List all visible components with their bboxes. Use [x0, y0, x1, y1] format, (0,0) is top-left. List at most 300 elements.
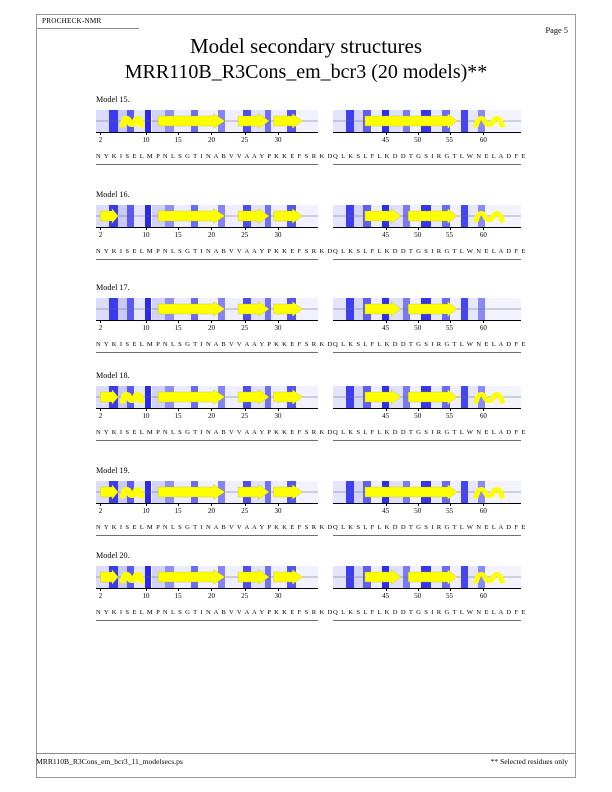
band-segment: [403, 298, 411, 320]
band-segment: [450, 205, 461, 227]
footer-file-label: MRR110B_R3Cons_em_bcr3_11_modelsecs.ps: [36, 757, 183, 766]
band-segment: [442, 386, 450, 408]
axis-tick: [418, 408, 419, 411]
axis-tick: [483, 503, 484, 506]
axis-tick-label: 30: [274, 136, 282, 144]
band-segment: [218, 205, 225, 227]
band-segment: [265, 298, 272, 320]
band-segment: [450, 566, 461, 588]
axis-tick-label: 2: [98, 592, 103, 600]
axis-tick-label: 55: [446, 324, 454, 332]
band-segment: [468, 110, 477, 132]
axis-tick: [483, 408, 484, 411]
band-segment: [191, 481, 198, 503]
band-segment: [410, 566, 421, 588]
band-segment: [165, 110, 174, 132]
band-segment: [333, 110, 346, 132]
band-segment: [134, 386, 145, 408]
axis-tick: [146, 227, 147, 230]
band-segment: [145, 481, 152, 503]
axis-tick-label: 20: [207, 136, 215, 144]
axis-tick-label: 25: [241, 507, 249, 515]
band-segment: [421, 481, 430, 503]
axis-tick-label: 50: [414, 231, 422, 239]
axis-tick: [100, 227, 101, 230]
band-segment: [109, 481, 118, 503]
band-segment: [265, 481, 272, 503]
band-segment: [271, 298, 287, 320]
axis-tick-label: 15: [174, 324, 182, 332]
band-segment: [251, 110, 264, 132]
band-segment: [145, 298, 152, 320]
axis-tick: [100, 588, 101, 591]
sequence-row-right: Q L K S L F L K D D T G S I R G T L W N E L A D F E: [333, 429, 527, 436]
band-segment: [265, 566, 272, 588]
model-label: Model 19.: [96, 466, 130, 475]
residue-axis: [333, 320, 521, 321]
axis-tick: [418, 227, 419, 230]
band-segment: [109, 386, 118, 408]
band-segment: [410, 481, 421, 503]
band-segment: [382, 386, 390, 408]
axis-tick-label: 55: [446, 231, 454, 239]
axis-tick: [178, 408, 179, 411]
axis-tick-label: 10: [142, 324, 150, 332]
axis-tick-label: 45: [382, 592, 390, 600]
residue-property-bands: [96, 205, 318, 227]
residue-property-bands: [333, 205, 521, 227]
band-segment: [287, 566, 296, 588]
axis-tick: [100, 320, 101, 323]
band-segment: [145, 110, 152, 132]
residue-axis: [96, 588, 318, 589]
band-segment: [389, 205, 402, 227]
axis-tick-label: 45: [382, 231, 390, 239]
axis-tick-label: 2: [98, 507, 103, 515]
band-segment: [333, 386, 346, 408]
band-segment: [450, 386, 461, 408]
band-segment: [296, 110, 318, 132]
axis-tick-label: 55: [446, 507, 454, 515]
axis-tick: [211, 132, 212, 135]
model-label: Model 15.: [96, 95, 130, 104]
band-segment: [403, 566, 411, 588]
axis-tick: [278, 503, 279, 506]
axis-tick: [211, 588, 212, 591]
axis-tick: [178, 320, 179, 323]
band-segment: [468, 386, 477, 408]
axis-tick: [245, 132, 246, 135]
axis-tick: [450, 588, 451, 591]
axis-tick-label: 15: [174, 592, 182, 600]
band-segment: [174, 298, 192, 320]
band-segment: [152, 386, 165, 408]
band-segment: [354, 298, 363, 320]
band-segment: [346, 566, 354, 588]
axis-tick-label: 55: [446, 136, 454, 144]
band-segment: [354, 386, 363, 408]
band-segment: [174, 205, 192, 227]
residue-axis: [333, 132, 521, 133]
model-label: Model 16.: [96, 190, 130, 199]
footer-rule: [36, 753, 576, 754]
axis-tick-label: 2: [98, 412, 103, 420]
axis-tick-label: 45: [382, 412, 390, 420]
band-segment: [191, 386, 198, 408]
axis-tick-label: 20: [207, 324, 215, 332]
band-segment: [251, 481, 264, 503]
axis-tick: [146, 132, 147, 135]
band-segment: [461, 205, 469, 227]
band-segment: [118, 110, 127, 132]
band-segment: [346, 481, 354, 503]
axis-tick: [245, 503, 246, 506]
sequence-underline-right: [333, 259, 521, 260]
band-segment: [450, 298, 461, 320]
axis-tick: [418, 132, 419, 135]
sequence-row-left: N Y K I S E L M P N L S G T I N A B V V A A Y P K K E F S R K D: [96, 248, 334, 255]
sequence-underline-right: [333, 352, 521, 353]
sequence-row-right: Q L K S L F L K D D T G S I R G T L W N E L A D F E: [333, 248, 527, 255]
band-segment: [145, 386, 152, 408]
band-segment: [243, 110, 252, 132]
axis-tick: [146, 588, 147, 591]
band-segment: [243, 205, 252, 227]
axis-tick-label: 50: [414, 136, 422, 144]
band-segment: [389, 386, 402, 408]
axis-tick: [418, 503, 419, 506]
axis-tick: [245, 320, 246, 323]
axis-tick: [278, 588, 279, 591]
axis-tick: [211, 227, 212, 230]
axis-tick: [100, 408, 101, 411]
sequence-row-right: Q L K S L F L K D D T G S I R G T L W N E L A D F E: [333, 341, 527, 348]
axis-tick: [483, 320, 484, 323]
residue-axis: [96, 320, 318, 321]
axis-tick: [245, 408, 246, 411]
band-segment: [461, 481, 469, 503]
band-segment: [442, 205, 450, 227]
axis-tick-label: 60: [479, 592, 487, 600]
band-segment: [218, 481, 225, 503]
band-segment: [485, 110, 521, 132]
band-segment: [354, 481, 363, 503]
axis-tick: [211, 503, 212, 506]
model-block: [0, 371, 612, 461]
axis-tick: [483, 588, 484, 591]
band-segment: [96, 566, 109, 588]
axis-tick: [450, 132, 451, 135]
axis-tick-label: 25: [241, 136, 249, 144]
band-segment: [403, 481, 411, 503]
band-segment: [134, 110, 145, 132]
band-segment: [218, 298, 225, 320]
band-segment: [461, 110, 469, 132]
axis-tick: [386, 588, 387, 591]
band-segment: [271, 566, 287, 588]
band-segment: [421, 205, 430, 227]
band-segment: [450, 110, 461, 132]
band-segment: [198, 205, 218, 227]
band-segment: [118, 205, 127, 227]
model-block: [0, 551, 612, 641]
band-segment: [478, 298, 486, 320]
band-segment: [251, 386, 264, 408]
axis-tick-label: 25: [241, 592, 249, 600]
band-segment: [127, 566, 134, 588]
band-segment: [118, 566, 127, 588]
axis-tick: [278, 408, 279, 411]
residue-axis: [333, 588, 521, 589]
model-label: Model 18.: [96, 371, 130, 380]
band-segment: [421, 386, 430, 408]
residue-property-bands: [96, 481, 318, 503]
band-segment: [165, 298, 174, 320]
band-segment: [363, 110, 371, 132]
sequence-underline-left: [96, 535, 318, 536]
band-segment: [410, 110, 421, 132]
axis-tick-label: 10: [142, 136, 150, 144]
band-segment: [218, 386, 225, 408]
band-segment: [468, 481, 477, 503]
band-segment: [109, 205, 118, 227]
band-segment: [218, 566, 225, 588]
band-segment: [382, 205, 390, 227]
band-segment: [296, 481, 318, 503]
band-segment: [333, 205, 346, 227]
model-block: [0, 283, 612, 373]
sequence-row-left: N Y K I S E L M P N L S G T I N A B V V A A Y P K K E F S R K D: [96, 341, 334, 348]
band-segment: [382, 481, 390, 503]
sequence-underline-left: [96, 620, 318, 621]
residue-axis: [96, 132, 318, 133]
sequence-underline-left: [96, 352, 318, 353]
axis-tick-label: 20: [207, 412, 215, 420]
axis-tick: [386, 132, 387, 135]
band-segment: [165, 481, 174, 503]
axis-tick-label: 60: [479, 507, 487, 515]
band-segment: [333, 298, 346, 320]
sequence-underline-left: [96, 164, 318, 165]
band-segment: [198, 481, 218, 503]
header-program-label: PROCHECK-NMR: [42, 17, 102, 25]
band-segment: [346, 110, 354, 132]
band-segment: [461, 298, 469, 320]
band-segment: [431, 110, 442, 132]
band-segment: [118, 298, 127, 320]
axis-tick-label: 10: [142, 412, 150, 420]
band-segment: [478, 481, 486, 503]
axis-tick-label: 60: [479, 136, 487, 144]
band-segment: [296, 205, 318, 227]
axis-tick-label: 10: [142, 231, 150, 239]
axis-tick-label: 25: [241, 412, 249, 420]
band-segment: [468, 205, 477, 227]
band-segment: [145, 205, 152, 227]
band-segment: [403, 110, 411, 132]
band-segment: [354, 205, 363, 227]
sequence-underline-right: [333, 535, 521, 536]
axis-tick-label: 20: [207, 592, 215, 600]
axis-tick-label: 55: [446, 592, 454, 600]
axis-tick: [100, 503, 101, 506]
axis-tick-label: 30: [274, 507, 282, 515]
band-segment: [271, 481, 287, 503]
band-segment: [485, 481, 521, 503]
band-segment: [109, 298, 118, 320]
band-segment: [485, 566, 521, 588]
axis-tick-label: 30: [274, 592, 282, 600]
band-segment: [431, 205, 442, 227]
band-segment: [333, 481, 346, 503]
band-segment: [152, 298, 165, 320]
axis-tick: [211, 320, 212, 323]
axis-tick-label: 60: [479, 231, 487, 239]
structure-panel-right: [333, 298, 521, 336]
axis-tick-label: 20: [207, 231, 215, 239]
band-segment: [431, 566, 442, 588]
structure-panel-right: [333, 110, 521, 148]
band-segment: [296, 566, 318, 588]
band-segment: [198, 110, 218, 132]
axis-tick: [178, 132, 179, 135]
band-segment: [450, 481, 461, 503]
band-segment: [296, 386, 318, 408]
axis-tick: [418, 320, 419, 323]
axis-tick: [178, 588, 179, 591]
residue-axis: [96, 227, 318, 228]
band-segment: [118, 386, 127, 408]
band-segment: [152, 481, 165, 503]
band-segment: [371, 110, 382, 132]
axis-tick: [386, 503, 387, 506]
band-segment: [174, 566, 192, 588]
band-segment: [96, 386, 109, 408]
band-segment: [271, 386, 287, 408]
band-segment: [152, 566, 165, 588]
band-segment: [165, 205, 174, 227]
axis-tick: [245, 227, 246, 230]
band-segment: [421, 110, 430, 132]
model-block: [0, 466, 612, 556]
band-segment: [218, 110, 225, 132]
residue-property-bands: [96, 298, 318, 320]
model-label: Model 17.: [96, 283, 130, 292]
band-segment: [363, 566, 371, 588]
band-segment: [96, 205, 109, 227]
band-segment: [478, 110, 486, 132]
band-segment: [478, 386, 486, 408]
residue-property-bands: [333, 298, 521, 320]
band-segment: [485, 205, 521, 227]
band-segment: [431, 298, 442, 320]
band-segment: [265, 386, 272, 408]
footer-note: ** Selected residues only: [490, 757, 568, 766]
axis-tick: [178, 227, 179, 230]
band-segment: [225, 481, 243, 503]
band-segment: [152, 110, 165, 132]
axis-tick: [245, 588, 246, 591]
residue-property-bands: [333, 481, 521, 503]
axis-tick-label: 2: [98, 324, 103, 332]
axis-tick: [418, 588, 419, 591]
band-segment: [485, 298, 521, 320]
band-segment: [96, 481, 109, 503]
band-segment: [354, 110, 363, 132]
band-segment: [461, 386, 469, 408]
band-segment: [410, 205, 421, 227]
axis-tick: [450, 227, 451, 230]
band-segment: [287, 481, 296, 503]
band-segment: [363, 481, 371, 503]
band-segment: [198, 566, 218, 588]
band-segment: [109, 566, 118, 588]
band-segment: [382, 110, 390, 132]
band-segment: [431, 481, 442, 503]
band-segment: [296, 298, 318, 320]
band-segment: [134, 205, 145, 227]
residue-axis: [96, 408, 318, 409]
axis-tick: [483, 132, 484, 135]
structure-panel-right: [333, 205, 521, 243]
axis-tick-label: 60: [479, 324, 487, 332]
band-segment: [431, 386, 442, 408]
band-segment: [363, 298, 371, 320]
band-segment: [389, 110, 402, 132]
axis-tick-label: 10: [142, 507, 150, 515]
structure-panel-left: [96, 298, 318, 336]
band-segment: [271, 110, 287, 132]
band-segment: [225, 298, 243, 320]
structure-panel-right: [333, 566, 521, 604]
sequence-row-left: N Y K I S E L M P N L S G T I N A B V V A A Y P K K E F S R K D: [96, 609, 334, 616]
band-segment: [485, 386, 521, 408]
band-segment: [127, 481, 134, 503]
structure-panel-left: [96, 481, 318, 519]
band-segment: [371, 205, 382, 227]
band-segment: [346, 298, 354, 320]
band-segment: [243, 386, 252, 408]
band-segment: [191, 205, 198, 227]
axis-tick: [386, 408, 387, 411]
residue-axis: [333, 503, 521, 504]
header-rule: [37, 28, 139, 29]
axis-tick-label: 25: [241, 231, 249, 239]
band-segment: [442, 298, 450, 320]
axis-tick-label: 60: [479, 412, 487, 420]
band-segment: [251, 566, 264, 588]
axis-tick-label: 30: [274, 412, 282, 420]
axis-tick-label: 30: [274, 231, 282, 239]
axis-tick-label: 2: [98, 136, 103, 144]
band-segment: [96, 110, 109, 132]
structure-panel-right: [333, 481, 521, 519]
band-segment: [251, 298, 264, 320]
axis-tick: [450, 408, 451, 411]
sequence-underline-left: [96, 259, 318, 260]
model-block: [0, 190, 612, 280]
band-segment: [174, 110, 192, 132]
sequence-underline-right: [333, 440, 521, 441]
axis-tick-label: 20: [207, 507, 215, 515]
band-segment: [127, 298, 134, 320]
axis-tick: [146, 408, 147, 411]
band-segment: [346, 386, 354, 408]
band-segment: [371, 298, 382, 320]
band-segment: [382, 566, 390, 588]
band-segment: [403, 205, 411, 227]
residue-property-bands: [333, 110, 521, 132]
